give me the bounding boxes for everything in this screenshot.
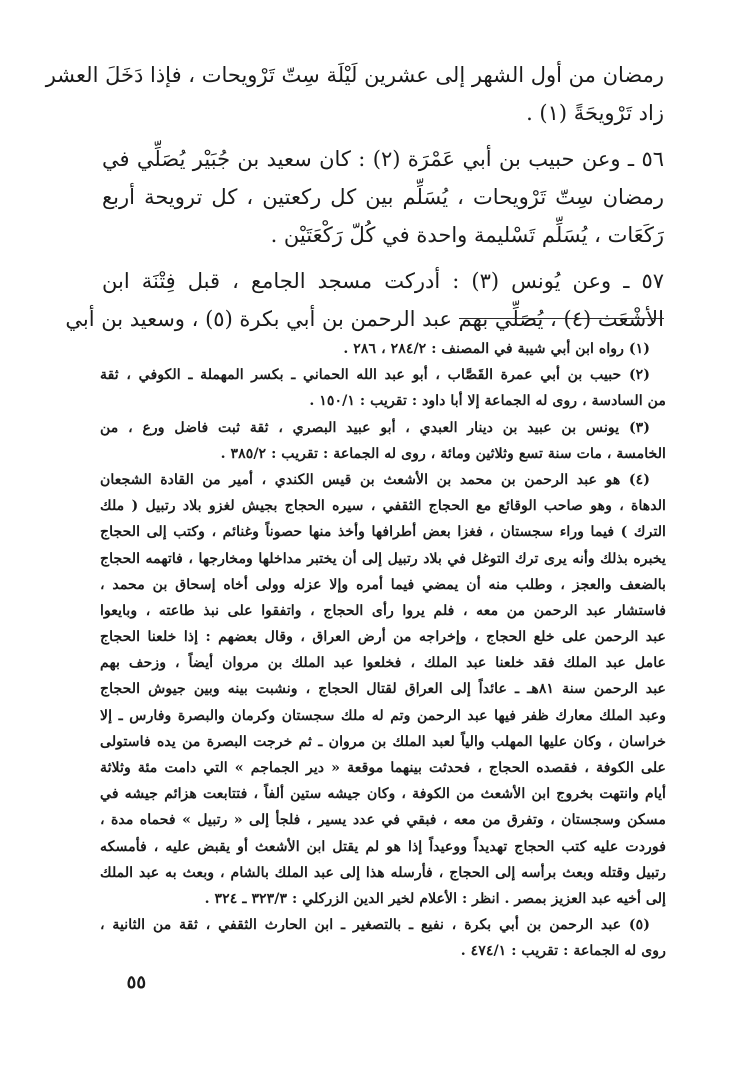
footnote-line: مسكن وسجستان ، وتفرق من معه ، فبقي في عدد يسير ، فلجأ إلى « رتبيل » فحماه مدة ،	[100, 812, 666, 829]
footnote-divider	[459, 318, 664, 319]
footnote-line: الترك ) فيما وراء سجستان ، فغزا بعض أطرافها وأخذ منها حصوناً وغنائم ، وكتب إلى الحجاج	[100, 524, 666, 541]
footnote-line: خراسان ، وكان عليها المهلب والياً لعبد الملك بن مروان ـ ثم خرجت البصرة من يده فاستولى	[100, 733, 666, 750]
footnote-line: عبد الرحمن سنة ٨١هـ ـ عائداً إلى العراق لقتال الحجاج ، ونشبت بينه وبين جيوش الحجاج	[100, 681, 667, 698]
footnotes	[100, 336, 666, 965]
main-text-line: زاد تَرْويحَةً (١) .	[526, 101, 664, 125]
main-text-line: رَكَعَات ، يُسَلِّم تَسْليمة واحدة في كُلّ رَكْعَتَيْن .	[270, 223, 664, 247]
footnote-line: فاستشار عبد الرحمن من معه ، فلم يروا رأى الحجاج ، واتفقوا على نبذ طاعته ، وبايعوا	[100, 602, 666, 619]
footnote-line: عبد الرحمن على خلع الحجاج ، وإخراجه من أرض العراق ، وقال بعضهم : إذا خلعنا الحجاج	[100, 629, 666, 646]
footnote-line: (٢) حبيب بن أبي عمرة القَصَّاب ، أبو عبد الله الحماني ـ بكسر المهملة ـ الكوفي ، ثقة	[100, 367, 650, 384]
main-text-line: رمضان من أول الشهر إلى عشرين لَيْلَة سِتّ تَرْويحات ، فإذا دَخَلَ العشر	[45, 63, 664, 87]
page-number: ٥٥	[126, 972, 146, 993]
footnote-line: يخبره بذلك وأنه يرى ترك التوغل في بلاد رتبيل إلى أن يختبر مداخلها ومخارجها ، فاتهمه الحجاج	[100, 550, 666, 567]
footnote-line: فوردت عليه كتب الحجاج تهديداً ووعيداً إذا هو لم يقتل ابن الأشعث أو يقبض عليه ، فأمسكه	[100, 838, 666, 855]
main-text-line: الأشْعَث (٤) ، يُصَلِّي بهم عبد الرحمن بن أبي بكرة (٥) ، وسعيد بن أبي	[65, 307, 664, 331]
footnote-line: إلى أخيه عبد العزيز بمصر . انظر : الأعلام لخير الدين الزركلي : ٣٢٣/٣ ـ ٣٢٤ .	[204, 890, 666, 907]
footnote-line: الخامسة ، مات سنة تسع وثلاثين ومائة ، روى له الجماعة : تقريب : ٣٨٥/٢ .	[220, 445, 666, 462]
main-text-line: رمضان سِتّ تَرْويحات ، يُسَلِّم بين كل ركعتين ، كل ترويحة أربع	[102, 185, 664, 209]
footnote-line: وعبد الملك معارك ظفر فيها عبد الرحمن وتم له ملك سجستان وكرمان والبصرة وفارس ـ إلا	[100, 707, 666, 724]
footnote-line: (٥) عبد الرحمن بن أبي بكرة ، نفيع ـ بالتصغير ـ ابن الحارث الثقفي ، ثقة من الثانية ،	[100, 917, 650, 934]
footnote-line: روى له الجماعة : تقريب : ٤٧٤/١ .	[460, 943, 666, 960]
main-text-line: ٥٦ ـ وعن حبيب بن أبي عَمْرَة (٢) : كان سعيد بن جُبَيْر يُصَلِّي في	[102, 147, 664, 171]
footnote-line: بالضعف والعجز ، وطلب منه أن يمضي فيما أمره وإلا عزله وولى أخاه إسحاق بن محمد ،	[100, 576, 666, 593]
footnote-line: على الكوفة ، فقصده الحجاج ، فحدثت بينهما موقعة « دير الجماجم » التي دامت مئة وثلاثة	[100, 760, 666, 776]
footnote-line: (٤) هو عبد الرحمن بن محمد بن الأشعث بن قيس الكندي ، أمير من القادة الشجعان	[100, 471, 650, 488]
footnote-line: عامل عبد الملك فقد خلعنا عبد الملك ، فخلعوا عبد الملك بن مروان أيضاً ، وزحف بهم	[100, 655, 666, 672]
footnote-line: أيام وانتهت بخروج ابن الأشعث من الكوفة ، وكان جيشه ستين ألفاً ، فتتابعت هزائم جيشه في	[100, 786, 666, 803]
footnote-line: من السادسة ، روى له الجماعة إلا أبا داود : تقريب : ١٥٠/١ .	[309, 393, 666, 410]
footnote-line: الدهاة ، وهو صاحب الوقائع مع الحجاج الثقفي ، سيره الحجاج بجيش لغزو بلاد رتبيل ( ملك	[100, 498, 666, 515]
footnote-line: رتبيل وقتله وبعث برأسه إلى الحجاج ، فأرسله هذا إلى عبد الملك بالشام ، وبعث به عبد الملك	[100, 864, 666, 881]
main-text	[45, 56, 665, 338]
footnote-line: (١) رواه ابن أبي شيبة في المصنف : ٢٨٤/٢ ، ٢٨٦ .	[343, 341, 650, 357]
footnote-line: (٣) يونس بن عبيد بن دينار العبدي ، أبو عبيد البصري ، ثقة ثبت فاضل ورع ، من	[100, 419, 650, 436]
main-text-line: ٥٧ ـ وعن يُونس (٣) : أدركت مسجد الجامع ، قبل فِتْنَة ابن	[102, 269, 665, 293]
